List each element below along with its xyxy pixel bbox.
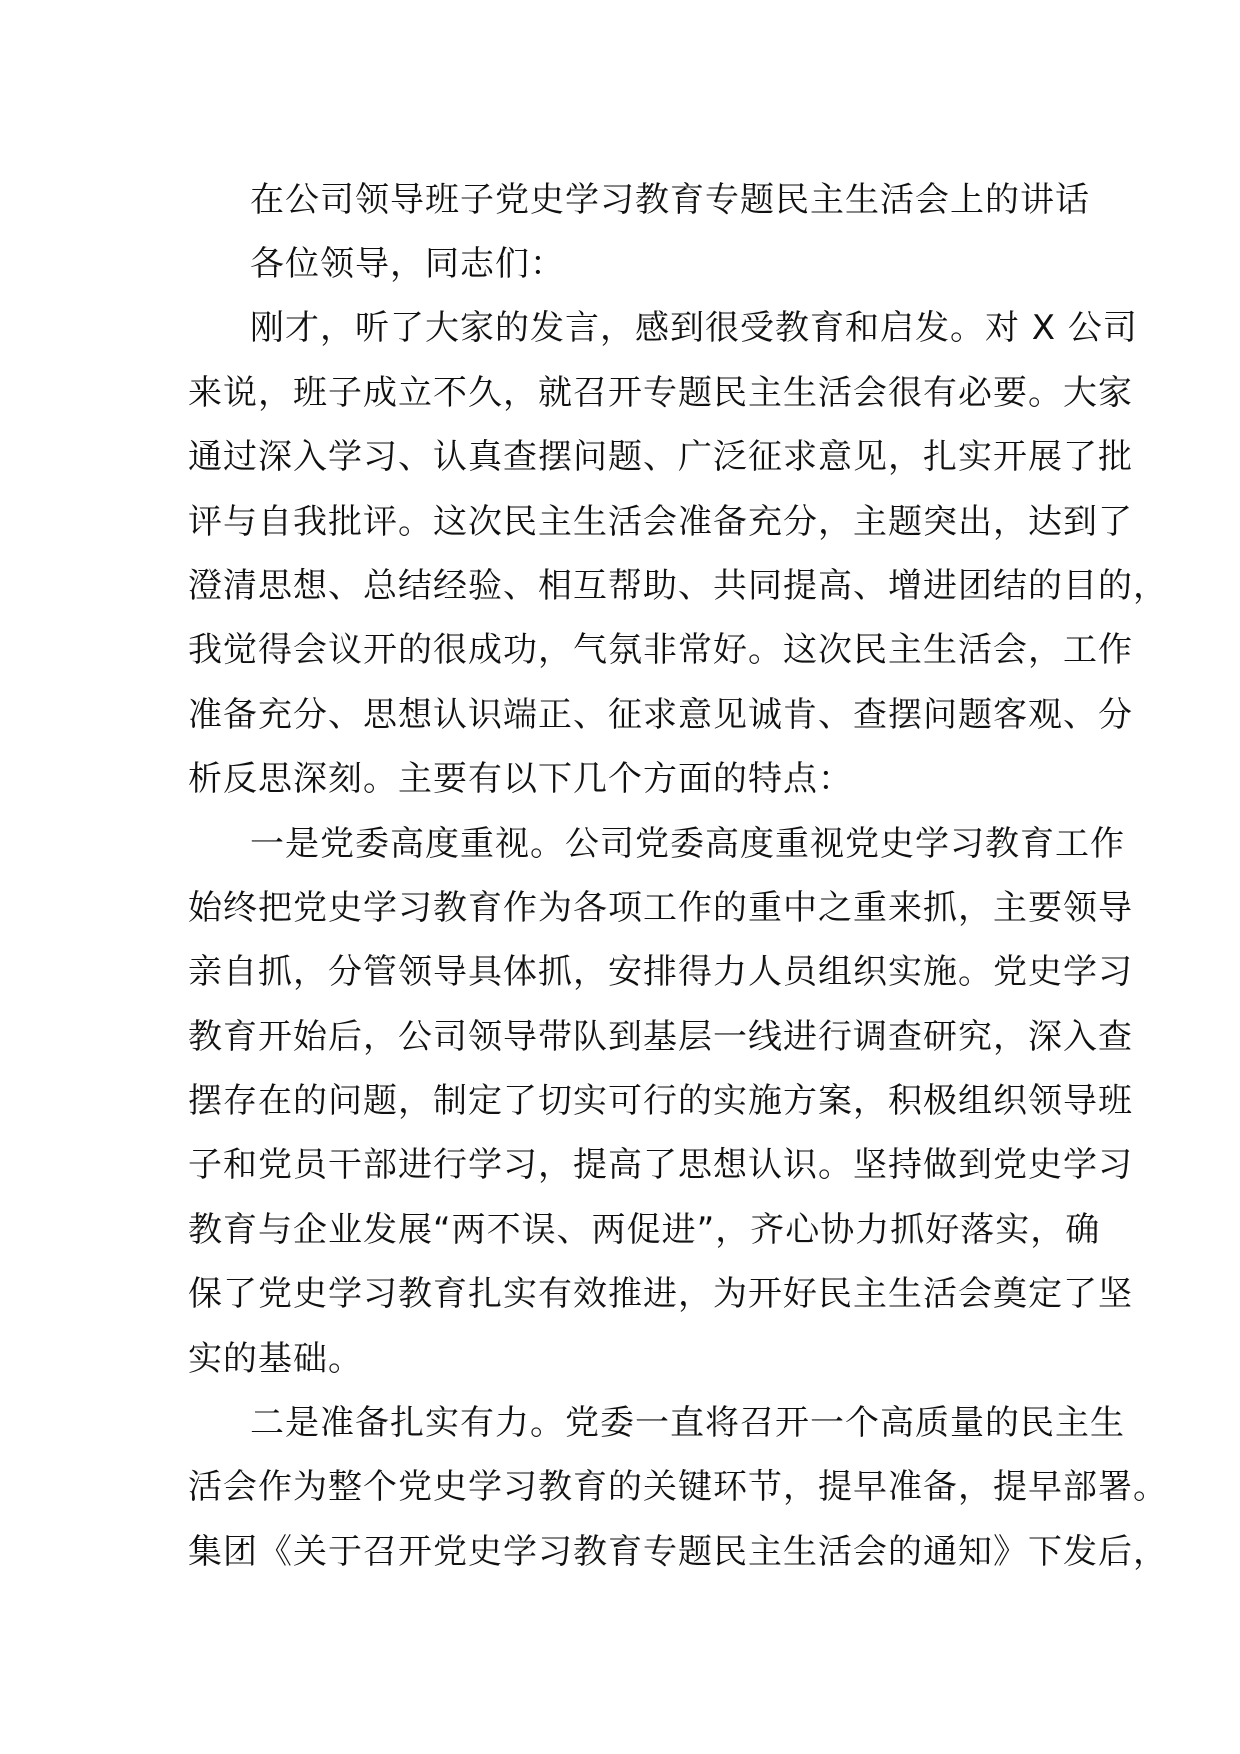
- document-body: [188, 168, 1168, 1584]
- paragraph-line: 子和党员干部进行学习，提高了思想认识。坚持做到党史学习: [188, 1145, 1133, 1186]
- paragraph-line: 通过深入学习、认真查摆问题、广泛征求意见，扎实开展了批: [188, 437, 1133, 478]
- paragraph-line: 始终把党史学习教育作为各项工作的重中之重来抓，主要领导: [188, 887, 1133, 928]
- paragraph-line: 析反思深刻。主要有以下几个方面的特点：: [188, 759, 853, 800]
- paragraph-line: 二是准备扎实有力。党委一直将召开一个高质量的民主生: [250, 1403, 1125, 1444]
- paragraph-line: 评与自我批评。这次民主生活会准备充分，主题突出，达到了: [188, 501, 1133, 542]
- salutation: 各位领导，同志们：: [250, 244, 565, 284]
- paragraph-line: 澄清思想、总结经验、相互帮助、共同提高、增进团结的目的，: [188, 565, 1168, 606]
- paragraph-line: 教育与企业发展“两不误、两促进”，齐心协力抓好落实，确: [188, 1209, 1101, 1250]
- paragraph-line: 教育开始后，公司领导带队到基层一线进行调查研究，深入查: [188, 1016, 1133, 1057]
- paragraph-line: 一是党委高度重视。公司党委高度重视党史学习教育工作: [250, 823, 1125, 864]
- paragraph-line: 刚才，听了大家的发言，感到很受教育和启发。对 X 公司: [250, 308, 1138, 349]
- paragraph-3: [188, 1391, 1168, 1584]
- paragraph-line: 集团《关于召开党史学习教育专题民主生活会的通知》下发后，: [188, 1531, 1168, 1572]
- paragraph-line: 我觉得会议开的很成功，气氛非常好。这次民主生活会，工作: [188, 630, 1133, 671]
- document-title: 在公司领导班子党史学习教育专题民主生活会上的讲话: [250, 180, 1090, 220]
- paragraph-line: 亲自抓，分管领导具体抓，安排得力人员组织实施。党史学习: [188, 952, 1133, 993]
- paragraph-line: 来说，班子成立不久，就召开专题民主生活会很有必要。大家: [188, 372, 1133, 413]
- paragraph-line: 实的基础。: [188, 1338, 363, 1379]
- paragraph-line: 活会作为整个党史学习教育的关键环节，提早准备，提早部署。: [188, 1467, 1168, 1508]
- paragraph-2: [188, 812, 1133, 1392]
- paragraph-1: [188, 296, 1168, 811]
- paragraph-line: 准备充分、思想认识端正、征求意见诚肯、查摆问题客观、分: [188, 694, 1133, 735]
- paragraph-line: 摆存在的问题，制定了切实可行的实施方案，积极组织领导班: [188, 1081, 1133, 1122]
- paragraph-line: 保了党史学习教育扎实有效推进，为开好民主生活会奠定了坚: [188, 1274, 1133, 1315]
